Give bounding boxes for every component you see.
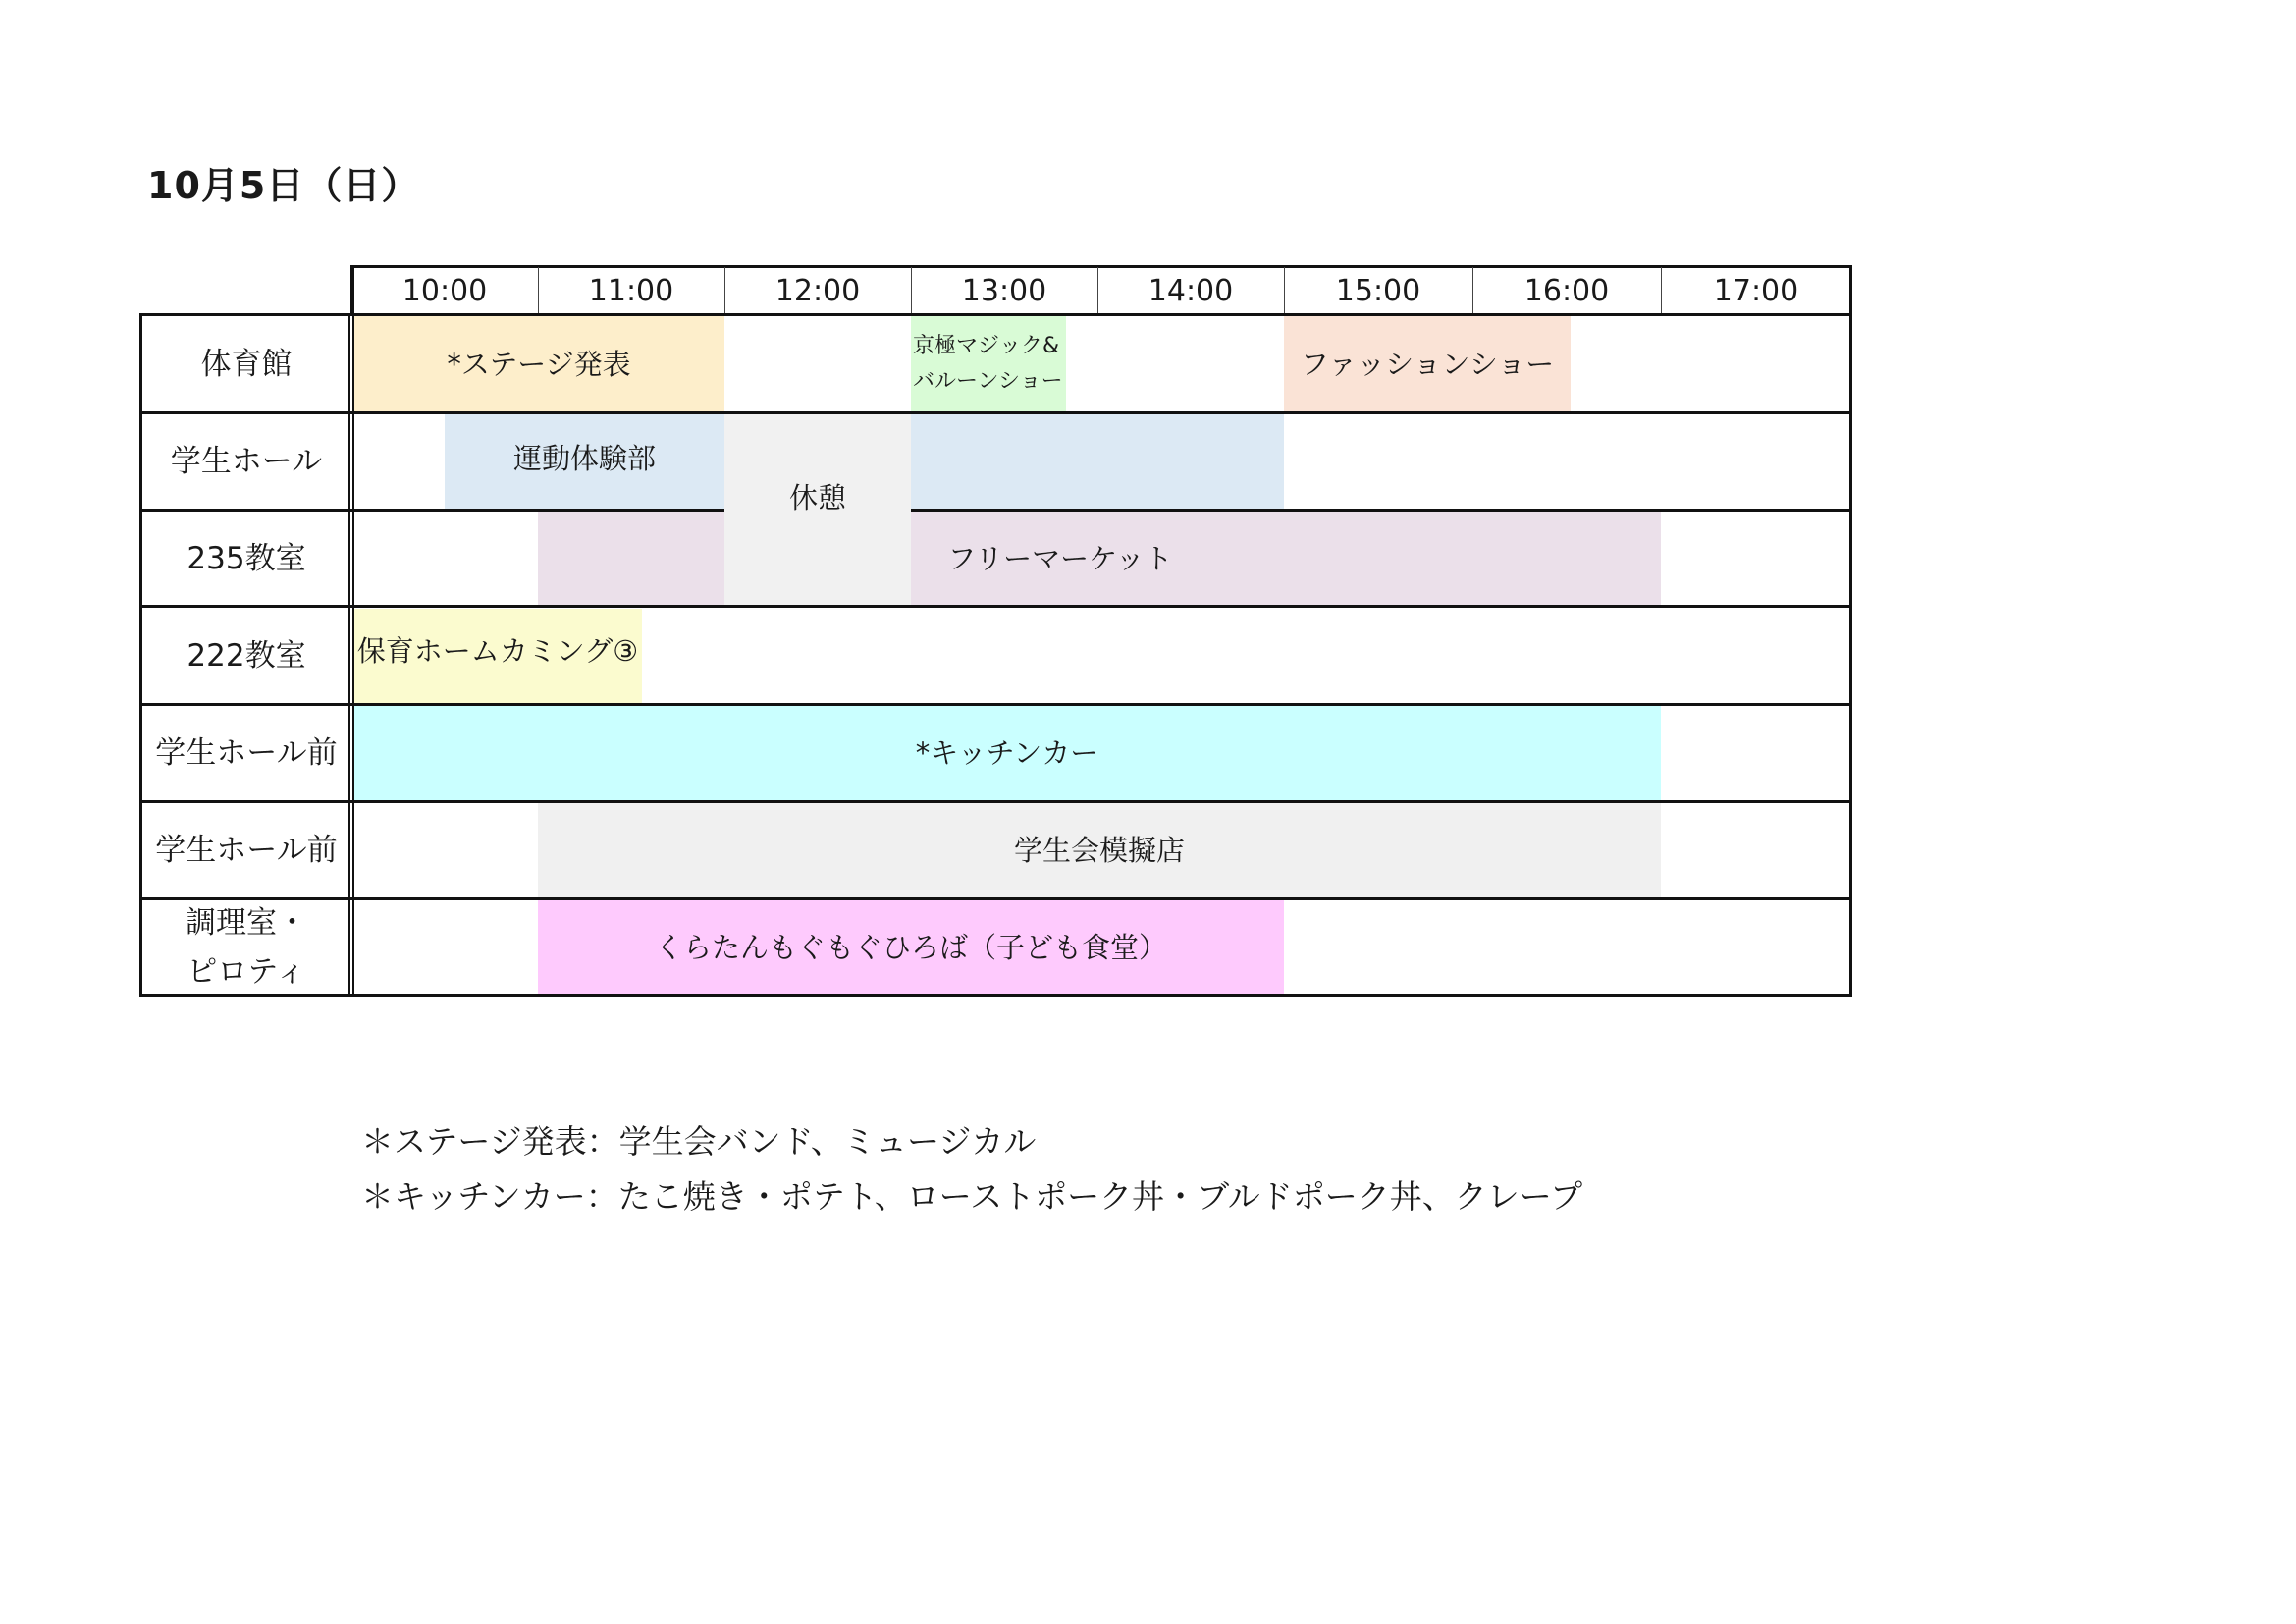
- event-kids: [538, 900, 1284, 995]
- row-label: 222教室: [187, 638, 306, 674]
- grid-line: [911, 267, 912, 314]
- grid-line: [350, 265, 1852, 268]
- event-stage: [353, 316, 724, 411]
- event-fashion: [1284, 316, 1571, 411]
- event-kitchen: [353, 706, 1661, 800]
- grid-line: [352, 265, 354, 997]
- event-homecoming-label: 保育ホームカミング③: [356, 634, 639, 668]
- grid-line: [139, 605, 1852, 608]
- event-flea-label: フリーマーケット: [947, 541, 1173, 575]
- event-break-label: 休憩: [788, 481, 846, 514]
- grid-line: [139, 313, 1852, 316]
- grid-line: [538, 267, 539, 314]
- row-label: 235教室: [187, 540, 306, 576]
- row-label: 体育館: [200, 346, 293, 382]
- row-label: 学生ホール前: [155, 833, 338, 868]
- grid-line: [911, 509, 1852, 512]
- event-kitchen-label: *キッチンカー: [915, 736, 1099, 770]
- event-flea-morning: [538, 512, 724, 605]
- event-fashion-label: ファッションショー: [1300, 347, 1555, 381]
- grid-line: [348, 313, 350, 997]
- event-flea: [911, 512, 1661, 605]
- hour-label: 11:00: [588, 273, 674, 308]
- hour-label: 16:00: [1523, 273, 1610, 308]
- event-sports-label: 運動体験部: [512, 442, 656, 475]
- grid-line: [139, 411, 1852, 414]
- grid-line: [139, 313, 142, 997]
- hour-label: 13:00: [961, 273, 1047, 308]
- event-break: [724, 414, 911, 605]
- grid-line: [1661, 267, 1662, 314]
- event-magic-balloon: [911, 316, 1066, 411]
- grid-line: [139, 897, 1852, 900]
- grid-line: [139, 800, 1852, 803]
- grid-line: [139, 703, 1852, 706]
- event-sports-afternoon: [911, 414, 1284, 509]
- event-sports: [445, 414, 724, 509]
- grid-line: [724, 267, 725, 314]
- hour-label: 10:00: [401, 273, 488, 308]
- event-kids-label: くらたんもぐもぐひろば（子ども食堂）: [654, 931, 1167, 964]
- grid-line: [1097, 267, 1098, 314]
- footnotes: [361, 1114, 1582, 1224]
- hour-label: 15:00: [1335, 273, 1421, 308]
- event-stage-label: *ステージ発表: [447, 347, 631, 381]
- hour-label: 17:00: [1713, 273, 1799, 308]
- footnote-stage: ＊ステージ発表：学生会バンド、ミュージカル: [361, 1122, 1037, 1161]
- event-magic-label-1: 京極マジック&: [913, 333, 1060, 358]
- event-homecoming: [353, 609, 642, 703]
- hour-label: 14:00: [1148, 273, 1234, 308]
- event-magic-label-2: バルーンショー: [913, 368, 1063, 394]
- hour-label: 12:00: [774, 273, 861, 308]
- page-title: 10月5日（日）: [147, 164, 420, 207]
- row-label: 学生ホール前: [155, 735, 338, 771]
- grid-line: [139, 509, 724, 512]
- event-mock-store-label: 学生会模擬店: [1013, 834, 1185, 867]
- grid-line: [1284, 267, 1285, 314]
- event-mock-store: [538, 803, 1661, 897]
- row-label: 学生ホール: [170, 444, 323, 479]
- grid-line: [139, 994, 1852, 997]
- grid-line: [1849, 265, 1852, 997]
- footnote-kitchen: ＊キッチンカー：たこ焼き・ポテト、ローストポーク丼・ブルドポーク丼、クレープ: [361, 1177, 1583, 1216]
- row-label: 調理室・ ピロティ: [186, 905, 307, 990]
- grid-line: [1472, 267, 1473, 314]
